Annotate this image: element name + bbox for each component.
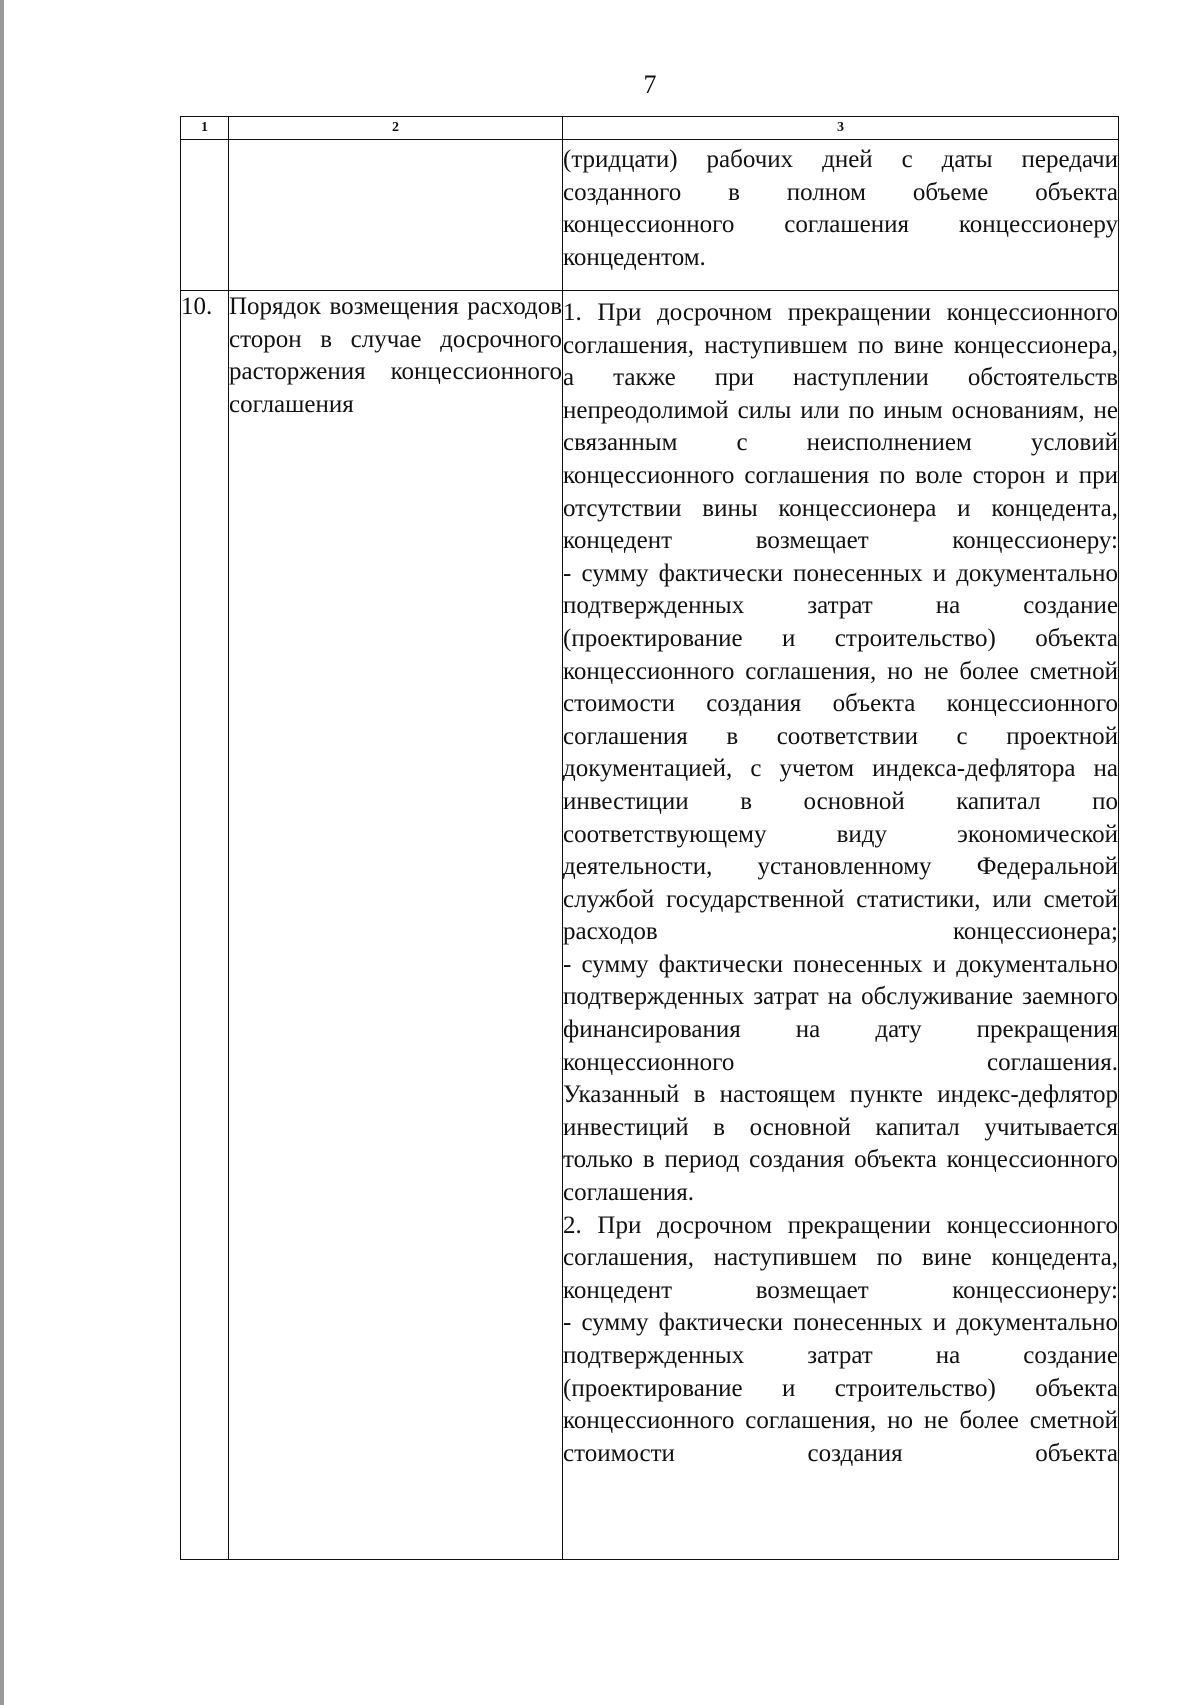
table-row-continuation	[181, 140, 1119, 291]
content-paragraph: (тридцати) рабочих дней с даты передачи созданного в полном объеме объекта концессионного соглашения концессионеру концедентом.	[563, 146, 1118, 271]
header-col-3: 3	[563, 117, 1119, 140]
cell-content	[563, 140, 1119, 291]
row-title-cell	[229, 291, 563, 1560]
table-row-10	[181, 291, 1119, 1560]
content-paragraph-4: Указанный в настоящем пункте индекс-дефлятор инвестиций в основной капитал учитывается только в период создания объекта концессионного соглашения.	[563, 1081, 1118, 1207]
scan-left-edge	[0, 0, 4, 1705]
content-paragraph-2: - сумму фактически понесенных и документально подтвержденных затрат на создание (проектирование и строительство) объекта концессионного соглашения, но не более сметной стоимости создания объекта концессионного соглашения в соответствии с проектной документацией, с учетом индекса-дефлятора на инвестиции в основной капитал по соответствующему виду экономической деятельности, установленному Федеральной службой государственной статистики, или сметой расходов концессионера;	[563, 559, 1118, 946]
document-table	[180, 116, 1119, 1560]
header-col-2: 2	[229, 117, 563, 140]
header-col-1: 1	[181, 117, 229, 140]
page-number: 7	[643, 70, 657, 99]
row-number: 10.	[181, 291, 229, 1560]
content-paragraph-5: 2. При досрочном прекращении концессионного соглашения, наступившем по вине концедента, концедент возмещает концессионеру:	[563, 1211, 1118, 1304]
table-header-row	[181, 117, 1119, 140]
cell-title-empty	[229, 140, 563, 291]
content-paragraph-6: - сумму фактически понесенных и документально подтвержденных затрат на создание (проектирование и строительство) объекта концессионного соглашения, но не более сметной стоимости создания объекта	[563, 1309, 1118, 1467]
cell-number-empty	[181, 140, 229, 291]
row-title: Порядок возмещения расходов сторон в случае досрочного расторжения концессионного соглашения	[229, 293, 562, 418]
row-content-cell	[563, 291, 1119, 1560]
content-paragraph-3: - сумму фактически понесенных и документально подтвержденных затрат на обслуживание заемного финансирования на дату прекращения концессионного соглашения.	[563, 950, 1118, 1076]
content-paragraph-1: 1. При досрочном прекращении концессионного соглашения, наступившем по вине концессионера, а также при наступлении обстоятельств непреодолимой силы или по иным основаниям, не связанным с неисполнением условий концессионного соглашения по воле сторон и при отсутствии вины концессионера и концедента, концедент возмещает концессионеру:	[563, 299, 1118, 555]
